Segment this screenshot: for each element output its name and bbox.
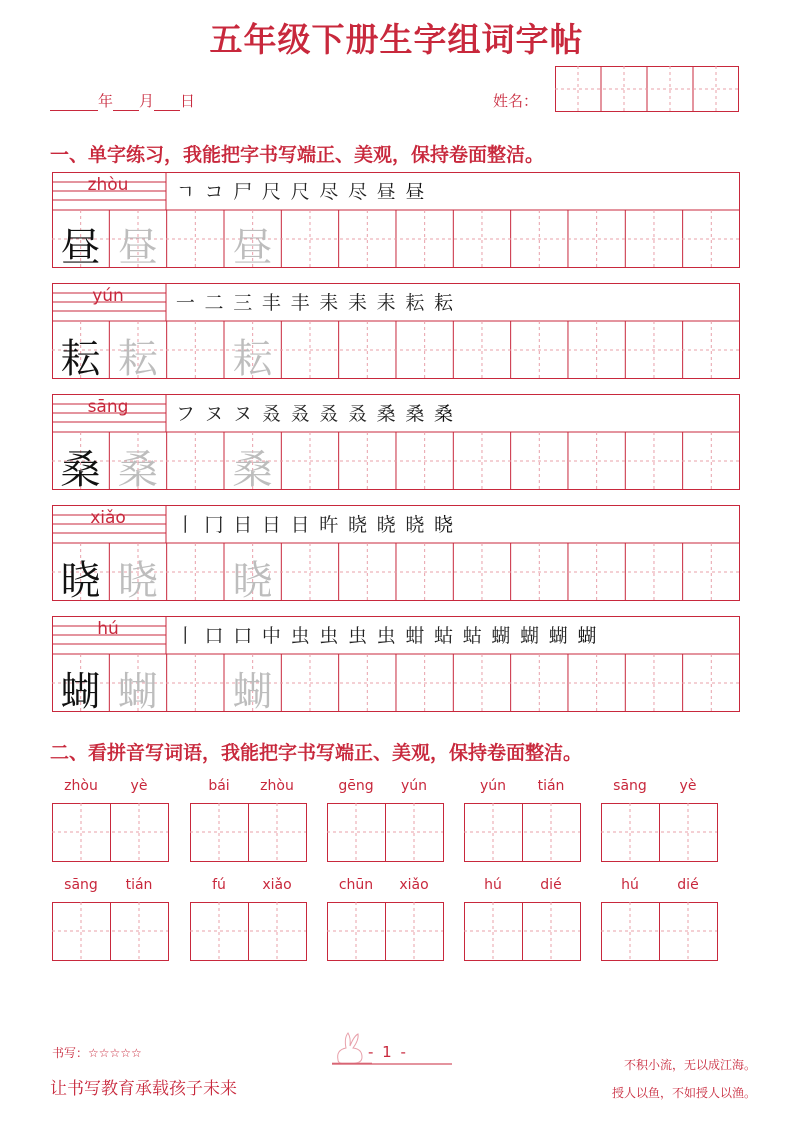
name-grid[interactable] xyxy=(555,66,739,112)
character-block xyxy=(52,283,740,382)
stroke-step: 口 xyxy=(204,624,224,647)
word-pinyin: chūn xyxy=(338,877,374,893)
word-writing-grid[interactable] xyxy=(464,902,581,961)
section1-title: 一、单字练习，我能把字书写端正、美观，保持卷面整洁。 xyxy=(50,144,545,166)
word-pinyin: dié xyxy=(677,877,699,893)
page-number: - 1 - xyxy=(368,1043,408,1061)
stroke-step: 桑 xyxy=(434,402,454,425)
word-pinyin: yún xyxy=(479,778,507,794)
stroke-step: 晓 xyxy=(376,513,396,536)
month-label: 月 xyxy=(139,92,155,110)
day-blank[interactable] xyxy=(154,96,180,111)
trace-character: 耘 xyxy=(232,336,273,382)
model-character: 桑 xyxy=(60,447,101,493)
section2-title: 二、看拼音写词语，我能把字书写端正、美观，保持卷面整洁。 xyxy=(50,742,583,764)
word-writing-grid[interactable] xyxy=(190,803,307,862)
word-writing-grid[interactable] xyxy=(327,803,444,862)
word-writing-grid[interactable] xyxy=(601,902,718,961)
trace-character: 晓 xyxy=(232,558,273,604)
day-label: 日 xyxy=(180,92,196,110)
stroke-step: 桑 xyxy=(376,402,396,425)
stroke-step: 尺 xyxy=(261,180,281,203)
trace-character: 昼 xyxy=(232,225,273,271)
stroke-step: 晓 xyxy=(347,513,367,536)
stroke-order xyxy=(171,175,429,205)
word-pinyin: hú xyxy=(621,877,639,893)
stroke-step: コ xyxy=(204,180,224,203)
stroke-step: 叒 xyxy=(261,402,281,425)
stroke-step: 昼 xyxy=(376,180,396,203)
stroke-step: 丰 xyxy=(290,291,310,314)
trace-character: 蝴 xyxy=(232,669,273,715)
word-writing-grid[interactable] xyxy=(464,803,581,862)
stroke-step: 叒 xyxy=(319,402,339,425)
word-pinyin: tián xyxy=(537,778,565,794)
stroke-step: 昼 xyxy=(405,180,425,203)
word-pinyin: fú xyxy=(212,877,226,893)
stroke-step: 口 xyxy=(233,624,253,647)
word-writing-grid[interactable] xyxy=(601,803,718,862)
word-pinyin: sāng xyxy=(64,877,98,893)
stroke-order xyxy=(171,286,458,316)
stroke-step: 尺 xyxy=(290,180,310,203)
trace-character: 晓 xyxy=(117,558,158,604)
stroke-step: 叒 xyxy=(290,402,310,425)
slogan: 让书写教育承载孩子未来 xyxy=(50,1079,237,1099)
word-pinyin: gēng xyxy=(338,778,374,794)
stroke-order xyxy=(171,619,601,649)
word-pinyin: yè xyxy=(679,778,697,794)
stroke-step: 虫 xyxy=(290,624,310,647)
character-block xyxy=(52,394,740,493)
stroke-step: 一 xyxy=(175,291,195,314)
word-pinyin: tián xyxy=(125,877,153,893)
stroke-step: 晓 xyxy=(434,513,454,536)
character-pinyin: yún xyxy=(92,286,124,306)
page-title: 五年级下册生字组词字帖 xyxy=(209,20,584,59)
model-character: 晓 xyxy=(60,558,101,604)
stroke-step: 二 xyxy=(204,291,224,314)
stroke-step: 中 xyxy=(261,624,281,647)
name-label: 姓名： xyxy=(493,92,539,110)
word-writing-grid[interactable] xyxy=(52,803,169,862)
stroke-step: 蝴 xyxy=(548,624,568,647)
model-character: 昼 xyxy=(60,225,101,271)
stroke-step: 蛄 xyxy=(462,624,482,647)
stroke-step: 蝴 xyxy=(520,624,540,647)
character-block xyxy=(52,505,740,604)
stroke-step: 蛄 xyxy=(434,624,454,647)
stroke-step: 丨 xyxy=(175,513,195,536)
model-character: 蝴 xyxy=(60,669,101,715)
stroke-step: 日 xyxy=(233,513,253,536)
year-blank[interactable] xyxy=(50,96,98,111)
trace-character: 耘 xyxy=(117,336,158,382)
character-pinyin: zhòu xyxy=(87,175,129,195)
stroke-step: 蝴 xyxy=(577,624,597,647)
stroke-step: ヌ xyxy=(233,402,253,425)
word-pinyin: dié xyxy=(540,877,562,893)
month-blank[interactable] xyxy=(113,96,139,111)
stroke-step: 三 xyxy=(233,291,253,314)
trace-character: 桑 xyxy=(117,447,158,493)
stroke-step: 晓 xyxy=(405,513,425,536)
word-pinyin: xiǎo xyxy=(262,877,292,893)
word-pinyin: zhòu xyxy=(64,778,98,794)
rabbit-icon xyxy=(332,1030,372,1066)
date-line xyxy=(50,90,195,111)
word-writing-grid[interactable] xyxy=(52,902,169,961)
stroke-order xyxy=(171,397,458,427)
word-writing-grid[interactable] xyxy=(190,902,307,961)
stroke-step: 耒 xyxy=(347,291,367,314)
stroke-step: 日 xyxy=(261,513,281,536)
stroke-step: 丰 xyxy=(261,291,281,314)
stroke-step: 丨 xyxy=(175,624,195,647)
stroke-order xyxy=(171,508,458,538)
word-pinyin: yún xyxy=(400,778,428,794)
character-pinyin: xiǎo xyxy=(90,508,126,528)
word-pinyin: sāng xyxy=(613,778,647,794)
stroke-step: 旿 xyxy=(319,513,339,536)
character-pinyin: sāng xyxy=(87,397,129,417)
quote-2: 授人以鱼，不如授人以渔。 xyxy=(611,1086,756,1100)
stroke-step: 虫 xyxy=(347,624,367,647)
stroke-step: 叒 xyxy=(347,402,367,425)
word-pinyin: bái xyxy=(208,778,230,794)
stroke-step: 耒 xyxy=(376,291,396,314)
stroke-step: 蝴 xyxy=(491,624,511,647)
stroke-step: ㄱ xyxy=(176,180,195,203)
stroke-step: 日 xyxy=(290,513,310,536)
trace-character: 蝴 xyxy=(117,669,158,715)
stroke-step: 虫 xyxy=(319,624,339,647)
word-pinyin: xiǎo xyxy=(399,877,429,893)
stroke-step: 尽 xyxy=(319,180,339,203)
trace-character: 桑 xyxy=(232,447,273,493)
stroke-step: 冂 xyxy=(204,513,224,536)
page-divider xyxy=(332,1063,452,1065)
year-label: 年 xyxy=(98,92,114,110)
stroke-step: 尽 xyxy=(347,180,367,203)
trace-character: 昼 xyxy=(117,225,158,271)
word-pinyin: hú xyxy=(484,877,502,893)
stroke-step: 虫 xyxy=(376,624,396,647)
model-character: 耘 xyxy=(60,336,101,382)
stroke-step: 桑 xyxy=(405,402,425,425)
stroke-step: 耒 xyxy=(319,291,339,314)
stroke-step: フ xyxy=(175,402,195,425)
stroke-step: 蚶 xyxy=(405,624,425,647)
character-block xyxy=(52,172,740,271)
word-pinyin: zhòu xyxy=(260,778,294,794)
quote-1: 不积小流，无以成江海。 xyxy=(623,1058,756,1072)
stroke-step: ヌ xyxy=(204,402,224,425)
character-block xyxy=(52,616,740,715)
word-writing-grid[interactable] xyxy=(327,902,444,961)
word-pinyin: yè xyxy=(130,778,148,794)
stroke-step: 耘 xyxy=(434,291,454,314)
stroke-step: 尸 xyxy=(233,180,253,203)
rating-stars: 书写：☆☆☆☆☆ xyxy=(52,1046,142,1060)
character-pinyin: hú xyxy=(97,619,119,639)
stroke-step: 耘 xyxy=(405,291,425,314)
